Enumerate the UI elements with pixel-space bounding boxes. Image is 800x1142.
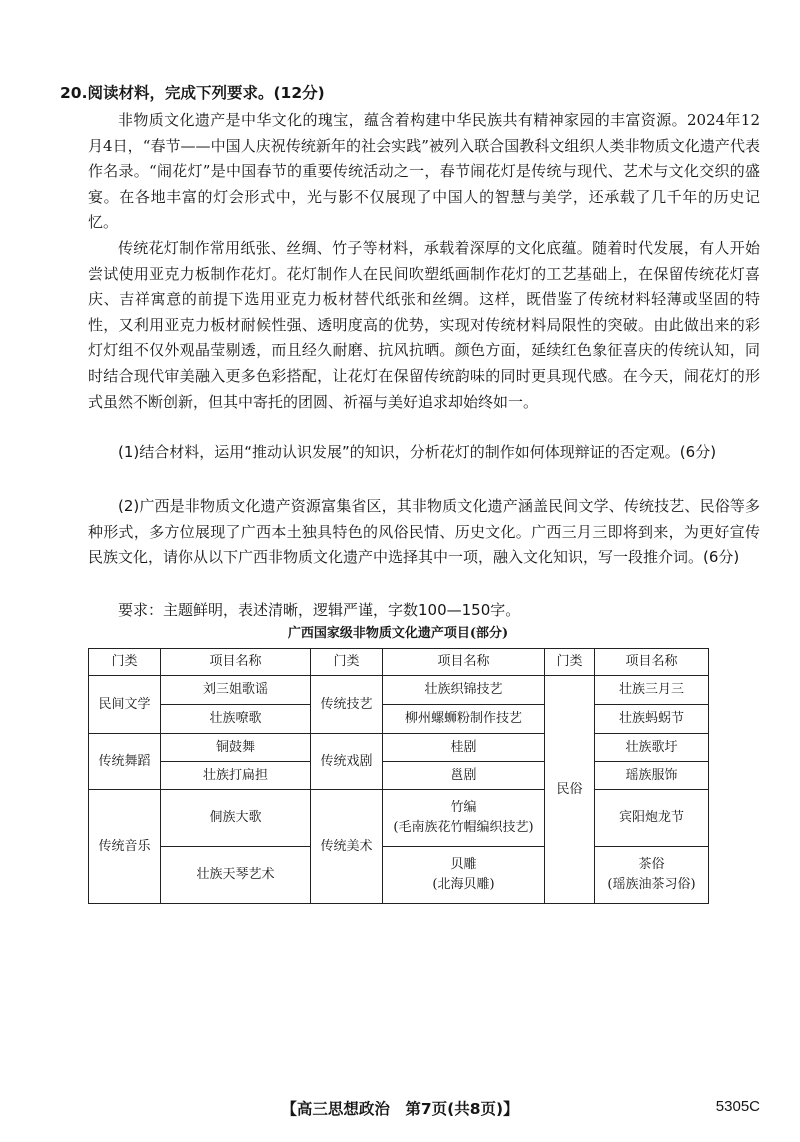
header-category: 门类 — [89, 649, 161, 676]
table-row — [89, 847, 709, 904]
table-title: 广西国家级非物质文化遗产项目(部分) — [287, 626, 509, 641]
category-cell: 传统音乐 — [89, 790, 161, 904]
item-cell: 刘三姐歌谣 — [161, 676, 311, 705]
table-row — [89, 762, 709, 790]
header-item: 项目名称 — [161, 649, 311, 676]
material-paragraph-2: 传统花灯制作常用纸张、丝绸、竹子等材料，承载着深厚的文化底蕴。随着时代发展，有人开始尝试使用亚克力板制作花灯。花灯制作人在民间吹塑纸画制作花灯的工艺基础上，在保留传统花灯喜庆、吉祥寓意的前提下选用亚克力板材替代纸张和丝绸。这样，既借鉴了传统材料轻薄或坚固的特性，又利用亚克力板材耐候性强、透明度高的优势，实现对传统材料局限性的突破。由此做出来的彩灯灯组不仅外观晶莹剔透，而且经久耐磨、抗风抗晒。颜色方面，延续红色象征喜庆的传统认知，同时结合现代审美融入更多色彩搭配，让花灯在保留传统韵味的同时更具现代感。在今天，闹花灯的形式虽然不断创新，但其中寄托的团圆、祈福与美好追求却始终如一。 — [88, 239, 760, 411]
item-cell — [595, 847, 709, 904]
header-item: 项目名称 — [595, 649, 709, 676]
item-cell: 壮族三月三 — [595, 676, 709, 705]
category-cell: 民俗 — [545, 676, 595, 904]
item-cell: 铜鼓舞 — [161, 734, 311, 762]
category-cell: 民间文学 — [89, 676, 161, 734]
material-paragraph-1: 非物质文化遗产是中华文化的瑰宝，蕴含着构建中华民族共有精神家园的丰富资源。2024年12月4日，“春节——中国人庆祝传统新年的社会实践”被列入联合国教科文组织人类非物质文化遗产代表作名录。“闹花灯”是中国春节的重要传统活动之一，春节闹花灯是传统与现代、艺术与文化交织的盛宴。在各地丰富的灯会形式中，光与影不仅展现了中国人的智慧与美学，还承载了几千年的历史记忆。 — [88, 111, 760, 232]
header-item: 项目名称 — [383, 649, 545, 676]
item-note: (毛南族花竹帽编织技艺) — [393, 820, 534, 835]
item-cell — [383, 847, 545, 904]
item-cell — [383, 790, 545, 847]
item-cell: 壮族蚂𧊅节 — [595, 705, 709, 734]
question-heading: 20.阅读材料，完成下列要求。(12分) — [60, 84, 325, 102]
item-cell: 邕剧 — [383, 762, 545, 790]
page-footer: 【高三思想政治 第7页(共8页)】 — [281, 1100, 519, 1118]
table-header-row — [89, 649, 709, 676]
sub-question-1: (1)结合材料，运用“推动认识发展”的知识，分析花灯的制作如何体现辩证的否定观。(6分) — [118, 443, 717, 461]
item-cell: 瑶族服饰 — [595, 762, 709, 790]
item-note: (北海贝雕) — [432, 877, 495, 892]
sub-question-2: (2)广西是非物质文化遗产资源富集省区，其非物质文化遗产涵盖民间文学、传统技艺、民俗等多种形式，多方位展现了广西本土独具特色的风俗民情、历史文化。广西三月三即将到来，为更好宣传民族文化，请你从以下广西非物质文化遗产中选择其中一项，融入文化知识，写一段推介词。(6分) — [88, 497, 760, 567]
header-category: 门类 — [545, 649, 595, 676]
table-row — [89, 676, 709, 705]
item-cell: 侗族大歌 — [161, 790, 311, 847]
table-row — [89, 790, 709, 847]
item-name: 贝雕 — [450, 857, 477, 872]
item-name: 竹编 — [450, 800, 477, 815]
category-cell: 传统技艺 — [311, 676, 383, 734]
category-cell: 传统舞蹈 — [89, 734, 161, 790]
item-cell: 柳州螺蛳粉制作技艺 — [383, 705, 545, 734]
item-cell: 壮族歌圩 — [595, 734, 709, 762]
item-cell: 壮族打扁担 — [161, 762, 311, 790]
table-row — [89, 734, 709, 762]
requirement-text: 要求：主题鲜明，表述清晰，逻辑严谨，字数100—150字。 — [118, 601, 521, 619]
header-category: 门类 — [311, 649, 383, 676]
category-cell: 传统戏剧 — [311, 734, 383, 790]
item-cell: 壮族天琴艺术 — [161, 847, 311, 904]
item-cell: 宾阳炮龙节 — [595, 790, 709, 847]
item-note: (瑶族油茶习俗) — [607, 877, 696, 892]
table-row — [89, 705, 709, 734]
item-name: 茶俗 — [638, 857, 665, 872]
exam-code: 5305C — [715, 1098, 760, 1115]
item-cell: 壮族织锦技艺 — [383, 676, 545, 705]
item-cell: 桂剧 — [383, 734, 545, 762]
category-cell: 传统美术 — [311, 790, 383, 904]
item-cell: 壮族嘹歌 — [161, 705, 311, 734]
heritage-table — [88, 648, 709, 904]
